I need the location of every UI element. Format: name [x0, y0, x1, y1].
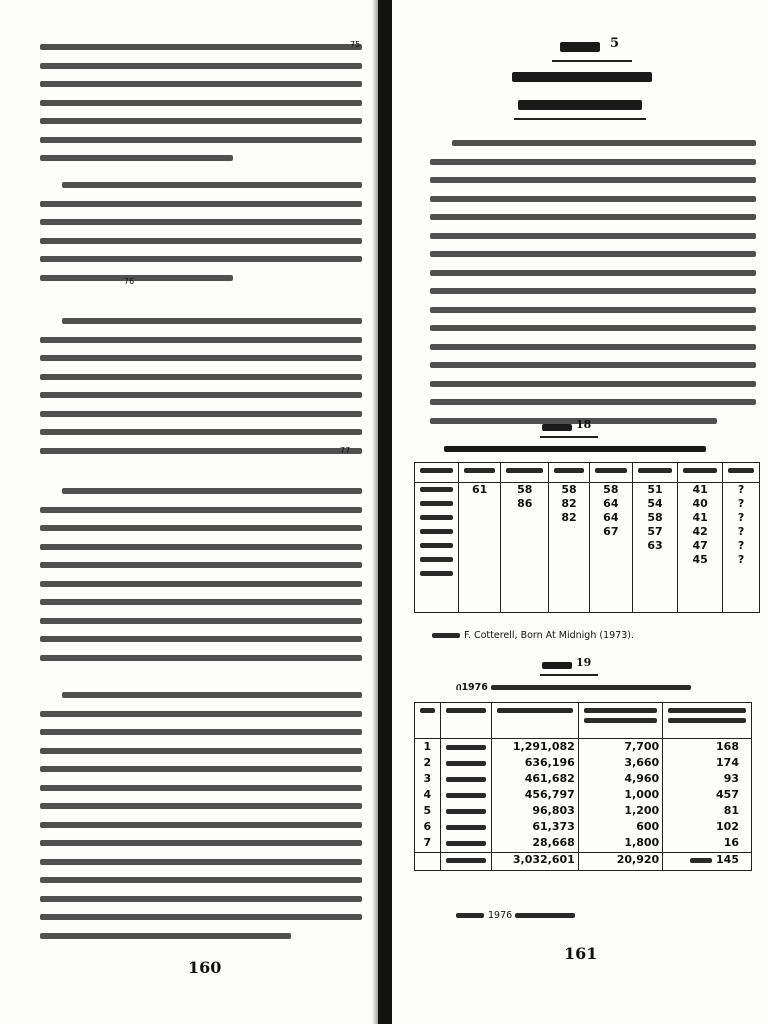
chapter-subtitle — [518, 100, 642, 110]
table-19-year: በ1976 — [456, 682, 488, 693]
table-cell: 28,668 — [532, 836, 575, 849]
left-paragraph-5 — [40, 692, 362, 951]
table-cell: 174 — [716, 756, 739, 769]
table-body — [415, 483, 760, 613]
table-cell: 93 — [723, 772, 739, 785]
table-cell: 63 — [647, 539, 663, 552]
table-cell: 5 — [423, 804, 432, 817]
table-18 — [414, 462, 760, 613]
left-paragraph-3 — [40, 318, 362, 466]
table-cell: 54 — [647, 497, 663, 510]
chapter-subtitle-underline — [514, 118, 646, 120]
table-cell: 168 — [716, 740, 739, 753]
table-cell: 1 — [423, 740, 432, 753]
table-cell: 4 — [423, 788, 432, 801]
table-cell: 58 — [603, 483, 619, 496]
row-numbers — [415, 739, 441, 853]
table-cell: 40 — [692, 497, 708, 510]
table-19-source — [456, 910, 579, 921]
footnote-marker: 75 — [350, 40, 361, 49]
table-cell: 96,803 — [532, 804, 575, 817]
table-19-label-underline — [540, 674, 598, 676]
total-label — [446, 858, 487, 863]
table-cell: ? — [737, 539, 745, 552]
table-cell: 3,660 — [624, 756, 660, 769]
row-region-names — [440, 739, 492, 853]
table-body — [415, 739, 752, 853]
average-label — [690, 858, 712, 863]
table-19 — [414, 702, 752, 871]
table-18-label — [542, 424, 572, 431]
chapter-title — [512, 72, 652, 82]
table-cell: 7 — [423, 836, 432, 849]
table-19-label — [542, 662, 572, 669]
table-cell: 42 — [692, 525, 708, 538]
footnote-marker: 77 — [340, 446, 351, 455]
table-cell: ? — [737, 511, 745, 524]
table-cell: ? — [737, 553, 745, 566]
table-18-label-underline — [540, 436, 598, 438]
table-19-number: 19 — [576, 656, 592, 669]
table-19-title-text — [491, 685, 691, 690]
table-cell: 58 — [561, 483, 577, 496]
table-18-number: 18 — [576, 418, 592, 431]
source-citation: F. Cotterell, Born At Midnigh (1973). — [464, 630, 634, 641]
right-paragraph-1 — [430, 140, 756, 436]
table-18-source — [432, 630, 634, 641]
left-paragraph-1 — [40, 44, 362, 174]
right-page — [392, 0, 768, 1024]
table-cell: 61,373 — [532, 820, 575, 833]
section-heading-underline — [552, 60, 632, 62]
table-cell: 47 — [692, 539, 708, 552]
table-cell: ? — [737, 497, 745, 510]
table-cell: 64 — [603, 497, 619, 510]
left-paragraph-2 — [40, 182, 362, 293]
left-page — [0, 0, 378, 1024]
table-cell: 16 — [723, 836, 739, 849]
table-cell: 1,800 — [624, 836, 660, 849]
table-cell: 2 — [423, 756, 432, 769]
section-heading — [560, 42, 600, 52]
table-cell: 41 — [692, 511, 708, 524]
table-cell: 600 — [636, 820, 660, 833]
table-cell: 461,682 — [524, 772, 575, 785]
table-cell: 457 — [716, 788, 739, 801]
table-18-title — [444, 446, 706, 452]
table-cell: 4,960 — [624, 772, 660, 785]
table-cell: 20,920 — [578, 853, 662, 871]
table-cell: 51 — [647, 483, 663, 496]
table-cell: 3 — [423, 772, 432, 785]
table-cell: 58 — [647, 511, 663, 524]
source-year: 1976 — [488, 910, 513, 921]
source-label — [456, 913, 484, 918]
table-cell: ? — [737, 525, 745, 538]
source-label — [432, 633, 460, 638]
table-cell: 82 — [561, 497, 577, 510]
table-cell: 636,196 — [524, 756, 575, 769]
table-cell: 456,797 — [524, 788, 575, 801]
table-cell: 81 — [723, 804, 739, 817]
table-header-row — [415, 703, 752, 739]
book-spine — [378, 0, 392, 1024]
page-number: 160 — [188, 958, 222, 977]
table-cell: 67 — [603, 525, 619, 538]
table-row-labels — [415, 483, 459, 613]
table-cell: 61 — [472, 483, 488, 496]
table-cell: 45 — [692, 553, 708, 566]
page-number: 161 — [564, 944, 598, 963]
footnote-marker: 76 — [124, 277, 135, 286]
left-paragraph-4 — [40, 488, 362, 673]
table-cell: 1,200 — [624, 804, 660, 817]
table-cell: 57 — [647, 525, 663, 538]
table-cell: 82 — [561, 511, 577, 524]
table-cell: 102 — [716, 820, 739, 833]
source-citation — [515, 913, 575, 918]
table-cell: 6 — [423, 820, 432, 833]
table-cell: 64 — [603, 511, 619, 524]
table-cell: 7,700 — [624, 740, 660, 753]
table-cell: 1,000 — [624, 788, 660, 801]
section-number: 5 — [610, 36, 620, 51]
table-cell: 1,291,082 — [512, 740, 575, 753]
table-cell: 3,032,601 — [492, 853, 579, 871]
table-cell: 41 — [692, 483, 708, 496]
table-cell: 58 — [517, 483, 533, 496]
table-cell: 86 — [517, 497, 533, 510]
table-total-row — [415, 853, 752, 871]
table-cell: 145 — [716, 853, 739, 866]
table-header-row — [415, 463, 760, 483]
table-19-title — [456, 682, 695, 693]
table-cell: ? — [737, 483, 745, 496]
